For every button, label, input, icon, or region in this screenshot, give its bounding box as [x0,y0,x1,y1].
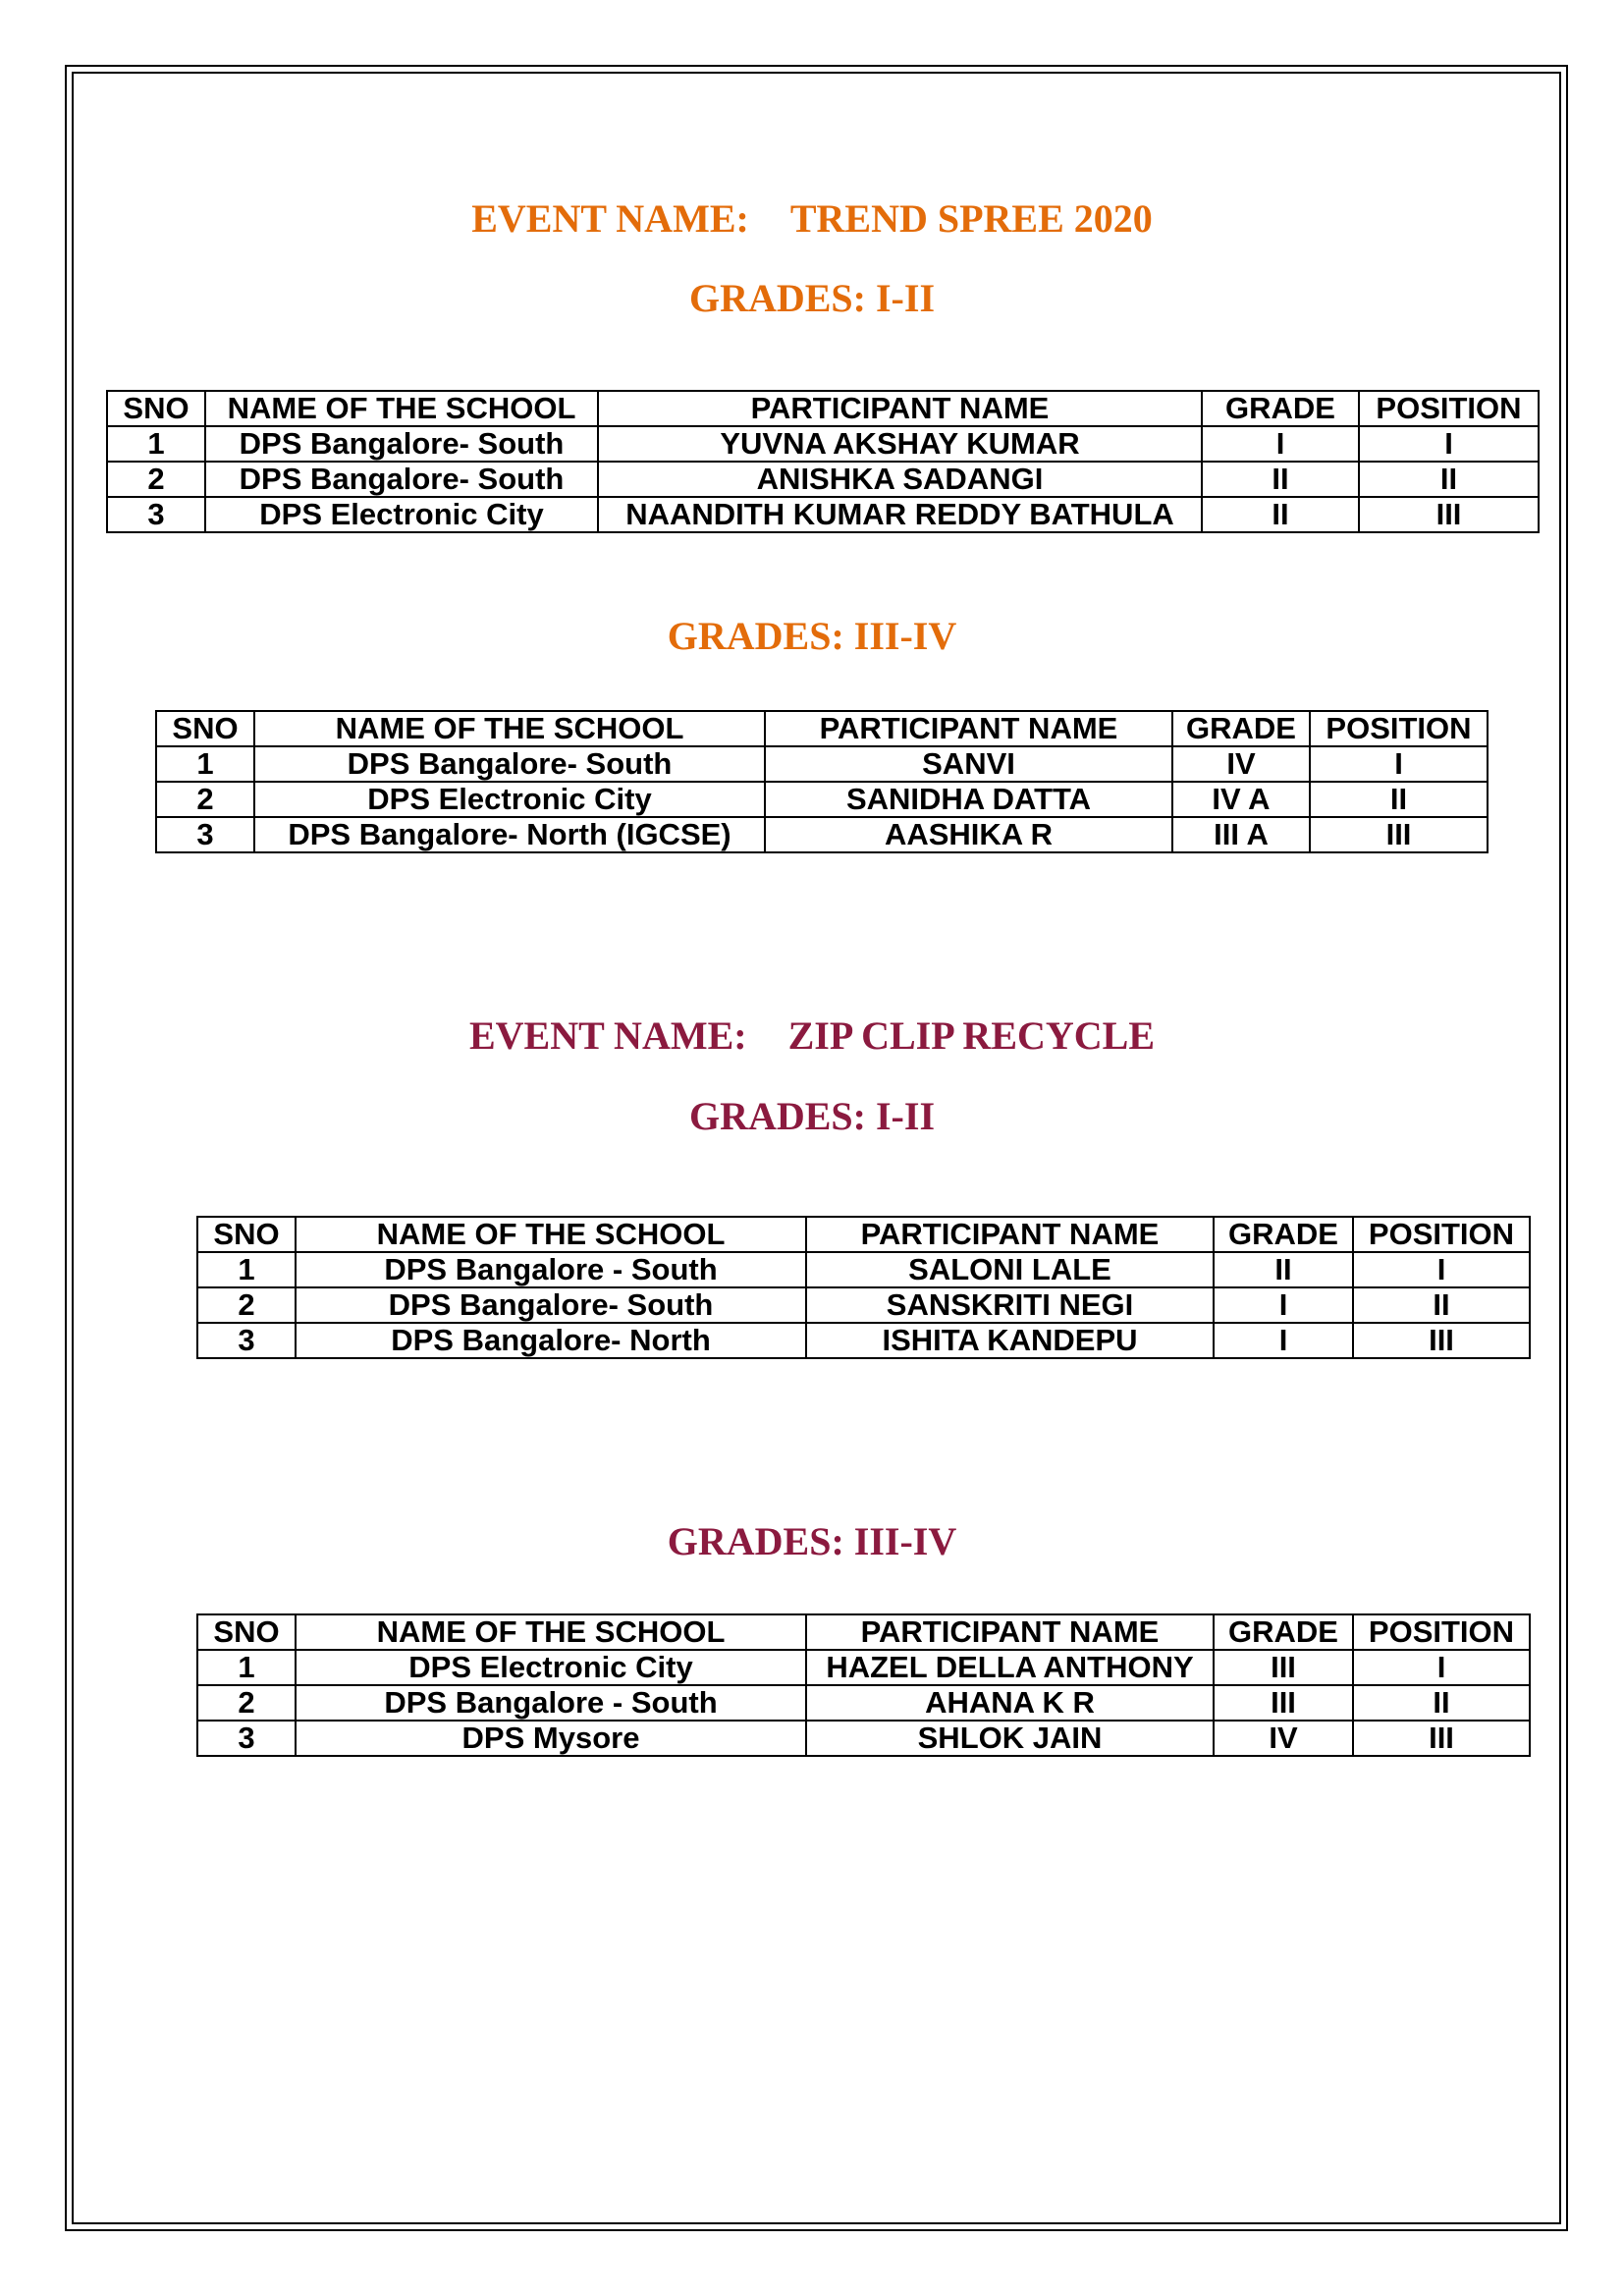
participant-cell: ANISHKA SADANGI [598,462,1202,497]
grade-cell: I [1214,1287,1353,1323]
position-cell: II [1310,782,1488,817]
table-header-row [107,391,1539,426]
column-header: PARTICIPANT NAME [598,391,1202,426]
table-row [197,1323,1530,1358]
grade-cell: III [1214,1650,1353,1685]
grade-cell: II [1202,497,1359,532]
sno-cell: 3 [156,817,254,852]
participant-cell: SALONI LALE [806,1252,1214,1287]
participant-cell: ISHITA KANDEPU [806,1323,1214,1358]
participant-cell: HAZEL DELLA ANTHONY [806,1650,1214,1685]
position-cell: III [1353,1721,1530,1756]
table-row [197,1650,1530,1685]
school-cell: DPS Bangalore- South [205,462,598,497]
grades-heading: GRADES: I-II [688,276,936,320]
column-header: NAME OF THE SCHOOL [254,711,765,746]
school-cell: DPS Mysore [296,1721,806,1756]
table-row [156,817,1488,852]
sno-cell: 2 [197,1685,296,1721]
column-header: PARTICIPANT NAME [806,1614,1214,1650]
participant-cell: SANIDHA DATTA [765,782,1172,817]
school-cell: DPS Bangalore - South [296,1252,806,1287]
position-cell: I [1310,746,1488,782]
grade-cell: I [1202,426,1359,462]
table-header-row [197,1614,1530,1650]
column-header: SNO [197,1217,296,1252]
school-cell: DPS Electronic City [205,497,598,532]
column-header: NAME OF THE SCHOOL [205,391,598,426]
school-cell: DPS Bangalore- North [296,1323,806,1358]
school-cell: DPS Electronic City [296,1650,806,1685]
table-row [197,1685,1530,1721]
results-table-zip-clip-grades-3-4 [196,1613,1531,1757]
grade-cell: I [1214,1323,1353,1358]
participant-cell: AASHIKA R [765,817,1172,852]
sno-cell: 2 [107,462,205,497]
column-header: GRADE [1214,1614,1353,1650]
event-label: EVENT NAME: [471,196,749,241]
column-header: GRADE [1202,391,1359,426]
table-row [197,1252,1530,1287]
results-table-trend-spree-grades-1-2 [106,390,1540,533]
table-row [107,426,1539,462]
table-row [107,462,1539,497]
sno-cell: 3 [197,1323,296,1358]
grade-cell: IV [1172,746,1310,782]
grades-heading: GRADES: III-IV [667,614,957,658]
column-header: POSITION [1310,711,1488,746]
event-name: ZIP CLIP RECYCLE [787,1013,1156,1058]
school-cell: DPS Bangalore- North (IGCSE) [254,817,765,852]
school-cell: DPS Bangalore- South [296,1287,806,1323]
event-label: EVENT NAME: [468,1013,747,1058]
column-header: SNO [197,1614,296,1650]
participant-cell: SHLOK JAIN [806,1721,1214,1756]
position-cell: III [1310,817,1488,852]
position-cell: II [1353,1287,1530,1323]
participant-cell: YUVNA AKSHAY KUMAR [598,426,1202,462]
column-header: POSITION [1359,391,1539,426]
sno-cell: 1 [197,1650,296,1685]
table-row [197,1721,1530,1756]
table-header-row [156,711,1488,746]
event-title-trend-spree [0,195,1624,243]
participant-cell: SANVI [765,746,1172,782]
sno-cell: 2 [197,1287,296,1323]
results-table-trend-spree-grades-3-4 [155,710,1489,853]
participant-cell: NAANDITH KUMAR REDDY BATHULA [598,497,1202,532]
column-header: NAME OF THE SCHOOL [296,1217,806,1252]
participant-cell: AHANA K R [806,1685,1214,1721]
grade-cell: IV A [1172,782,1310,817]
school-cell: DPS Bangalore- South [205,426,598,462]
position-cell: I [1353,1252,1530,1287]
column-header: PARTICIPANT NAME [765,711,1172,746]
sno-cell: 1 [156,746,254,782]
school-cell: DPS Electronic City [254,782,765,817]
grade-cell: II [1202,462,1359,497]
position-cell: III [1359,497,1539,532]
column-header: GRADE [1214,1217,1353,1252]
position-cell: I [1359,426,1539,462]
school-cell: DPS Bangalore- South [254,746,765,782]
sno-cell: 1 [107,426,205,462]
column-header: GRADE [1172,711,1310,746]
table-row [156,746,1488,782]
column-header: POSITION [1353,1217,1530,1252]
event-name: TREND SPREE 2020 [789,196,1153,241]
grades-heading: GRADES: I-II [688,1094,936,1138]
sno-cell: 2 [156,782,254,817]
column-header: PARTICIPANT NAME [806,1217,1214,1252]
position-cell: III [1353,1323,1530,1358]
sno-cell: 3 [107,497,205,532]
table-row [107,497,1539,532]
grades-heading: GRADES: III-IV [667,1519,957,1563]
column-header: SNO [107,391,205,426]
column-header: POSITION [1353,1614,1530,1650]
table-row [197,1287,1530,1323]
column-header: NAME OF THE SCHOOL [296,1614,806,1650]
sno-cell: 3 [197,1721,296,1756]
school-cell: DPS Bangalore - South [296,1685,806,1721]
results-table-zip-clip-grades-1-2 [196,1216,1531,1359]
sno-cell: 1 [197,1252,296,1287]
grade-cell: III [1214,1685,1353,1721]
column-header: SNO [156,711,254,746]
event-title-zip-clip-recycle [0,1012,1624,1060]
grade-cell: III A [1172,817,1310,852]
position-cell: II [1359,462,1539,497]
table-row [156,782,1488,817]
position-cell: II [1353,1685,1530,1721]
table-header-row [197,1217,1530,1252]
grade-cell: IV [1214,1721,1353,1756]
position-cell: I [1353,1650,1530,1685]
participant-cell: SANSKRITI NEGI [806,1287,1214,1323]
grade-cell: II [1214,1252,1353,1287]
